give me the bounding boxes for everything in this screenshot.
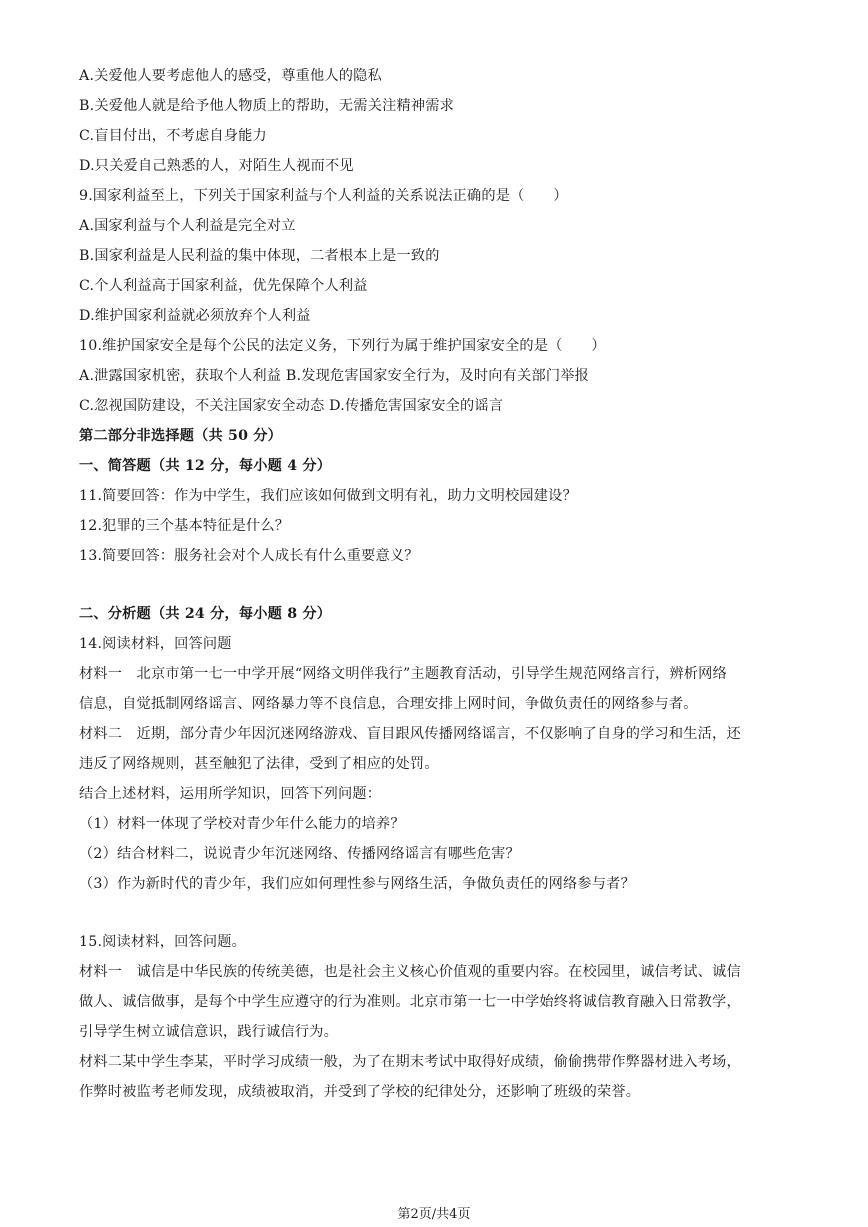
q15-material-two-line2: 作弊时被监考老师发现，成绩被取消，并受到了学校的纪律处分，还影响了班级的荣誉。: [79, 1084, 641, 1100]
q14-stem: 14.阅读材料，回答问题: [79, 636, 232, 652]
q11-stem: 11.简要回答：作为中学生，我们应该如何做到文明有礼，助力文明校园建设？: [79, 488, 577, 504]
q15-stem: 15.阅读材料，回答问题。: [79, 934, 247, 950]
q14-instruction: 结合上述材料，运用所学知识，回答下列问题：: [79, 786, 382, 802]
q15-material-one-line2: 做人、诚信做事，是每个中学生应遵守的行为准则。北京市第一七一中学始终将诚信教育融入日常教学，: [79, 994, 741, 1010]
q14-material-two-line1: 材料二 近期，部分青少年因沉迷网络游戏、盲目跟风传播网络谣言，不仅影响了自身的学习和生活，还: [79, 726, 741, 742]
part-two-heading: 第二部分非选择题（共 50 分）: [79, 428, 283, 444]
q10-options-ab: A.泄露国家机密，获取个人利益 B.发现危害国家安全行为，及时向有关部门举报: [79, 368, 589, 384]
q14-subquestion-2: （2）结合材料二，说说青少年沉迷网络、传播网络谣言有哪些危害？: [79, 846, 520, 862]
q9-option-d: D.维护国家利益就必须放弃个人利益: [79, 308, 311, 324]
q14-subquestion-3: （3）作为新时代的青少年，我们应如何理性参与网络生活，争做负责任的网络参与者？: [79, 876, 635, 892]
q8-option-d: D.只关爱自己熟悉的人，对陌生人视而不见: [79, 158, 354, 174]
q15-material-one-line1: 材料一 诚信是中华民族的传统美德，也是社会主义核心价值观的重要内容。在校园里，诚信考试、诚信: [79, 964, 741, 980]
q14-material-one-line2: 信息，自觉抵制网络谣言、网络暴力等不良信息，合理安排上网时间，争做负责任的网络参与者。: [79, 696, 698, 712]
section-short-answer-heading: 一、简答题（共 12 分，每小题 4 分）: [79, 458, 332, 474]
q10-options-cd: C.忽视国防建设，不关注国家安全动态 D.传播危害国家安全的谣言: [79, 398, 504, 414]
section-analysis-heading: 二、分析题（共 24 分，每小题 8 分）: [79, 606, 332, 622]
q8-option-c: C.盲目付出，不考虑自身能力: [79, 128, 267, 144]
q14-material-one-line1: 材料一 北京市第一七一中学开展“网络文明伴我行”主题教育活动，引导学生规范网络言行，辨析网络: [79, 666, 727, 682]
q9-option-b: B.国家利益是人民利益的集中体现，二者根本上是一致的: [79, 248, 440, 264]
q13-stem: 13.简要回答：服务社会对个人成长有什么重要意义？: [79, 548, 419, 564]
q9-stem: 9.国家利益至上，下列关于国家利益与个人利益的关系说法正确的是（ ）: [79, 188, 568, 204]
q15-material-one-line3: 引导学生树立诚信意识，践行诚信行为。: [79, 1024, 338, 1040]
q9-option-c: C.个人利益高于国家利益，优先保障个人利益: [79, 278, 368, 294]
q8-option-b: B.关爱他人就是给予他人物质上的帮助，无需关注精神需求: [79, 98, 455, 114]
q14-material-two-line2: 违反了网络规则，甚至触犯了法律，受到了相应的处罚。: [79, 756, 439, 772]
page-number: 第2页/共4页: [397, 1207, 471, 1222]
q15-material-two-line1: 材料二某中学生李某，平时学习成绩一般，为了在期末考试中取得好成绩，偷偷携带作弊器材进入考场，: [79, 1054, 741, 1070]
q12-stem: 12.犯罪的三个基本特征是什么？: [79, 518, 290, 534]
q14-subquestion-1: （1）材料一体现了学校对青少年什么能力的培养？: [79, 816, 405, 832]
q9-option-a: A.国家利益与个人利益是完全对立: [79, 218, 296, 234]
q8-option-a: A.关爱他人要考虑他人的感受，尊重他人的隐私: [79, 68, 382, 84]
q10-stem: 10.维护国家安全是每个公民的法定义务，下列行为属于维护国家安全的是（ ）: [79, 338, 606, 354]
